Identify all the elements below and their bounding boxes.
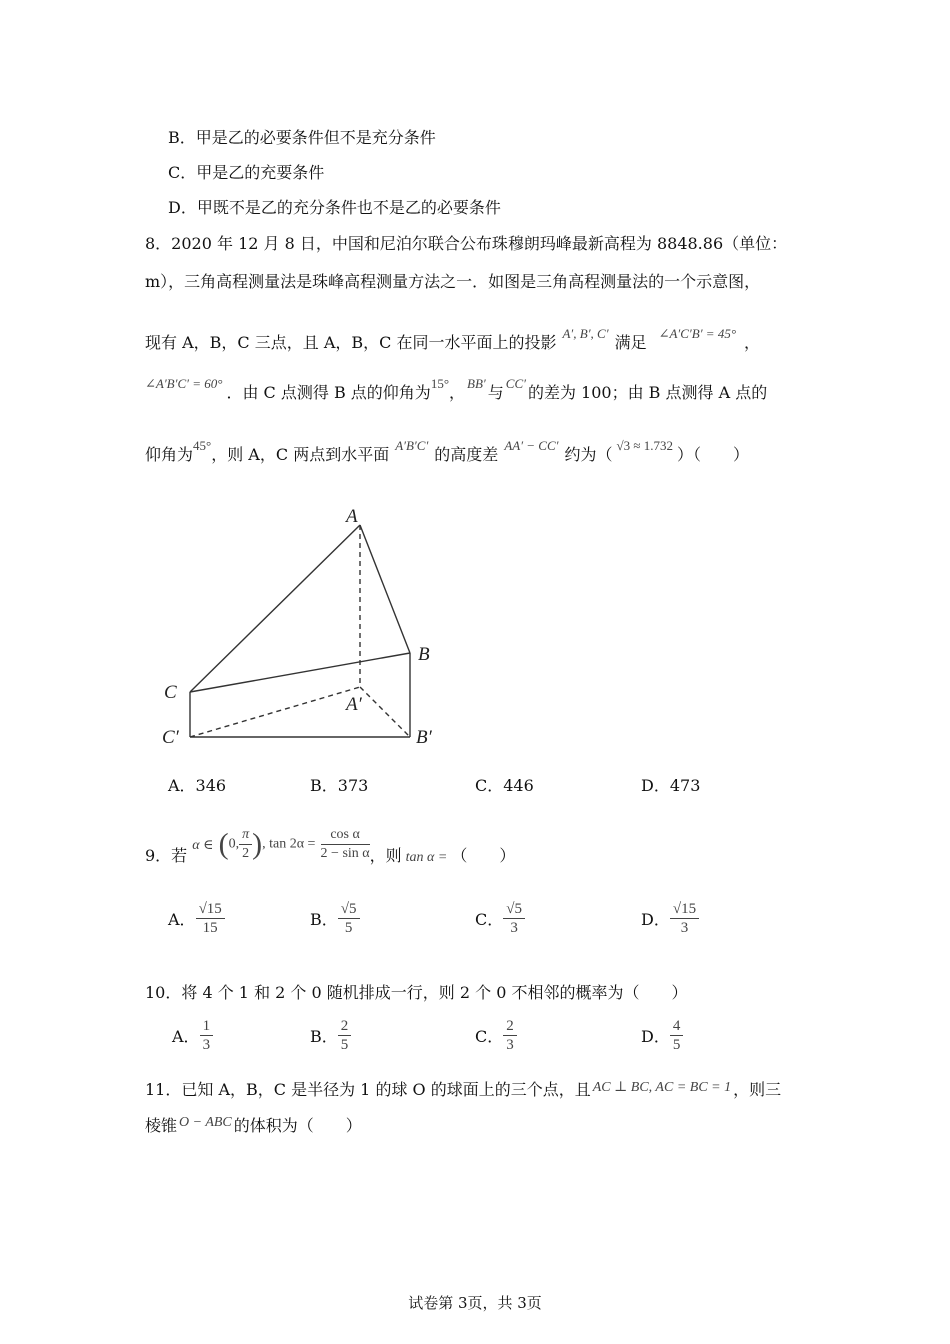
q7-option-c: C．甲是乙的充要条件 xyxy=(168,163,325,182)
q9-condition: α ∈ (0, $\frac{\pi}{2}$ ), tan 2α = $\frac{\text{cos α}}{\text{2 − sin α}}$ xyxy=(192,827,370,861)
page-footer: 试卷第 3页，共 3页 xyxy=(408,1294,542,1312)
triangle-height-figure xyxy=(150,495,450,755)
label-b: B xyxy=(418,644,430,665)
math-cc1: CC′ xyxy=(505,376,526,391)
q7-option-b: B．甲是乙的必要条件但不是充分条件 xyxy=(168,128,436,147)
q8-line-1: 8．2020 年 12 月 8 日，中国和尼泊尔联合公布珠穆朗玛峰最新高程为 8848.86（单位： xyxy=(145,234,788,253)
label-c1: C′ xyxy=(162,727,179,748)
math-angle-abc: ∠A′B′C′ = 60° xyxy=(145,376,223,391)
q7-option-d: D．甲既不是乙的充分条件也不是乙的必要条件 xyxy=(168,198,501,217)
q10-option-b: B． $\frac{2}{5}$ xyxy=(310,1017,351,1054)
q11-line-1: 11．已知 A，B，C 是半径为 1 的球 O 的球面上的三个点，且 AC ⊥ BC, AC = BC = 1 ，则三 xyxy=(145,1080,782,1099)
q8-option-a: A．346 xyxy=(168,776,227,795)
q10-option-a: A． $\frac{1}{3}$ xyxy=(172,1017,213,1054)
label-c: C xyxy=(164,682,177,703)
q9-option-a: A． $\frac{√15}{15}$ xyxy=(168,900,225,937)
math-ac-perp-bc: AC ⊥ BC, AC = BC = 1 xyxy=(592,1080,732,1095)
q8-line-5: 仰角为$^{45^\circ}$，则 A，C 两点到水平面 $^{A'B'C'}$ 的高度差 $^{AA' - CC'}$ 约为（ $^{√3 \approx 1.732}$ ）（ ） xyxy=(145,438,750,464)
math-o-abc: O − ABC xyxy=(179,1115,232,1130)
edge-a1b1 xyxy=(360,687,410,737)
math-tan-alpha: tan α = xyxy=(405,850,448,865)
label-a: A xyxy=(346,506,358,527)
math-plane-a1b1c1: A′B′C′ xyxy=(395,438,429,453)
q9-question: 9．若 α ∈ (0, $\frac{\pi}{2}$ ), tan 2α = $\frac{\text{cos α}}{\text{2 − sin α}}$ ，则 tan α = （ ） xyxy=(145,827,516,865)
q8-option-c: C．446 xyxy=(475,776,534,795)
q8-line-4: $^{\angle A'B'C' = 60^\circ}$ ．由 C 点测得 B 点的仰角为$^{15^\circ}$， $^{BB'}$ 与 $^{CC'}$ 的差为 100；由 B 点测得 A 点的 xyxy=(145,376,768,402)
q8-line-2: m），三角高程测量法是珠峰高程测量方法之一．如图是三角高程测量法的一个示意图， xyxy=(145,272,761,291)
q11-line-2: 棱锥 O − ABC 的体积为（ ） xyxy=(145,1115,362,1135)
q10-option-d: D． $\frac{4}{5}$ xyxy=(641,1017,683,1054)
math-projection-points: A′, B′, C′ xyxy=(562,326,609,341)
label-b1: B′ xyxy=(416,727,432,748)
math-angle-15: 15° xyxy=(430,376,450,391)
q9-option-c: C． $\frac{√5}{3}$ xyxy=(475,900,525,937)
math-angle-acb: ∠A′C′B′ = 45° xyxy=(658,326,737,341)
q8-line-3: 现有 A，B，C 三点，且 A，B，C 在同一水平面上的投影 $^{A', B', C'}$ 满足 $^{\angle A'C'B' = 45^\circ}$ ， xyxy=(145,326,761,352)
q10-question: 10．将 4 个 1 和 2 个 0 随机排成一行，则 2 个 0 不相邻的概率为（ ） xyxy=(145,983,688,1002)
q8-option-b: B．373 xyxy=(310,776,369,795)
q8-option-d: D．473 xyxy=(641,776,701,795)
edge-c1a1 xyxy=(190,687,360,737)
math-sqrt3-approx: √3 ≈ 1.732 xyxy=(616,438,674,453)
label-a1: A′ xyxy=(346,694,362,715)
edge-ab xyxy=(360,525,410,653)
math-height-diff: AA′ − CC′ xyxy=(504,438,559,453)
q9-option-d: D． $\frac{√15}{3}$ xyxy=(641,900,699,937)
math-bb1: BB′ xyxy=(467,376,486,391)
math-angle-45: 45° xyxy=(193,438,212,453)
q10-option-c: C． $\frac{2}{3}$ xyxy=(475,1017,517,1054)
q9-option-b: B． $\frac{√5}{5}$ xyxy=(310,900,360,937)
